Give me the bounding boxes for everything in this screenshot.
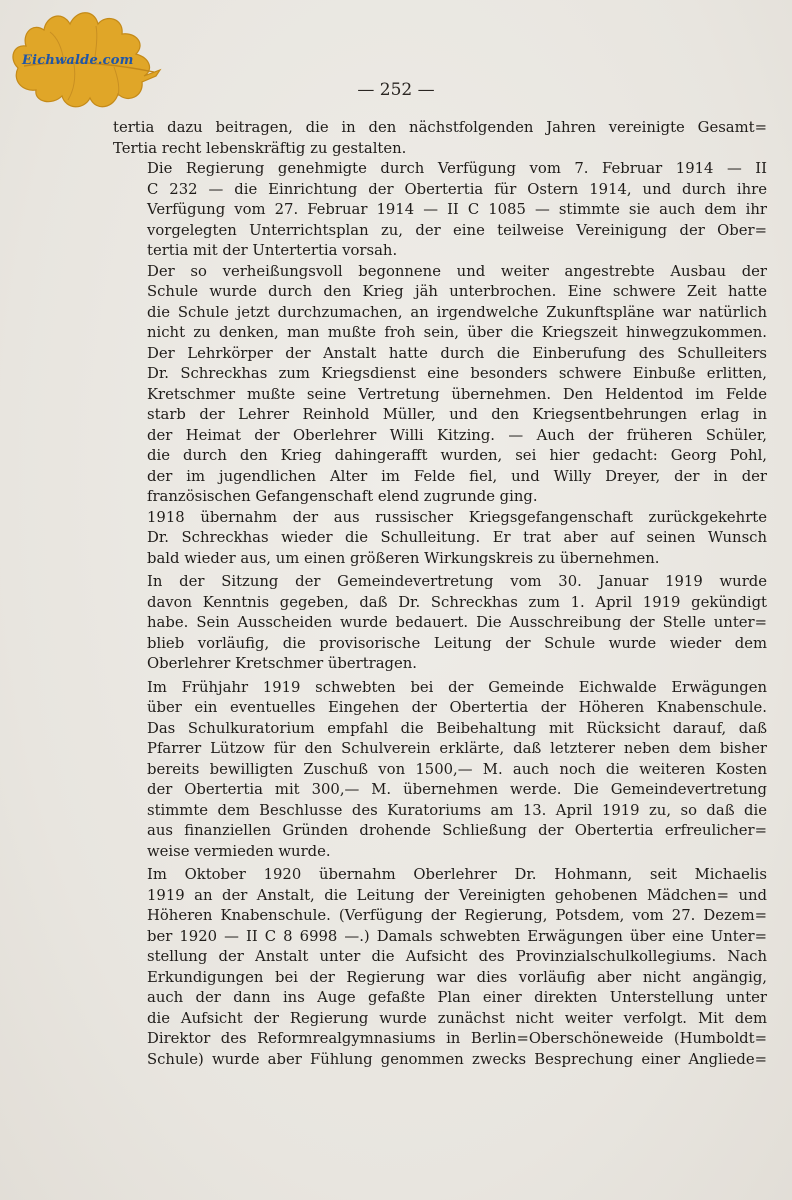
text-line: 1919 an der Anstalt, die Leitung der Vereinigten gehobenen Mädchen= und: [147, 886, 767, 904]
text-line: Schule wurde durch den Krieg jäh unterbrochen. Eine schwere Zeit hatte: [147, 283, 767, 300]
paragraph-5: [113, 572, 767, 675]
text-line: C 232 — die Einrichtung der Obertertia für Ostern 1914, und durch ihre: [147, 180, 767, 198]
text-line: vorgelegten Unterrichtsplan zu, der eine teilweise Vereinigung der Ober=: [147, 221, 767, 239]
paragraph-3: [113, 262, 767, 508]
paragraph-6: [113, 678, 767, 863]
text-line: Der so verheißungsvoll begonnene und weiter angestrebte Ausbau der: [147, 262, 767, 280]
text-line: tertia mit der Untertertia vorsah.: [147, 242, 398, 259]
text-line: Die Regierung genehmigte durch Verfügung vom 7. Februar 1914 — II: [147, 160, 767, 177]
text-line: Dr. Schreckhas wieder die Schulleitung. Er trat aber auf seinen Wunsch: [147, 529, 767, 546]
text-line: In der Sitzung der Gemeindevertretung vom 30. Januar 1919 wurde: [147, 573, 767, 590]
paragraph-2: [113, 159, 767, 262]
paragraph-7: [113, 865, 767, 1070]
text-line: stellung der Anstalt unter die Aufsicht des Provinzialschulkollegiums. Nach: [147, 948, 767, 965]
paragraph-4: [113, 508, 767, 570]
text-line: Der Lehrkörper der Anstalt hatte durch die Einberufung des Schulleiters: [147, 344, 767, 362]
text-line: Das Schulkuratorium empfahl die Beibehaltung mit Rücksicht darauf, daß: [147, 719, 767, 737]
text-line: Im Frühjahr 1919 schwebten bei der Gemeinde Eichwalde Erwägungen: [147, 678, 767, 696]
text-line: habe. Sein Ausscheiden wurde bedauert. Die Ausschreibung der Stelle unter=: [147, 614, 767, 631]
text-line: Schule) wurde aber Fühlung genommen zwecks Besprechung einer Angliede=: [147, 1050, 767, 1068]
text-line: Direktor des Reformrealgymnasiums in Berlin=Oberschöneweide (Humboldt=: [147, 1030, 767, 1047]
text-line: tertia dazu beitragen, die in den nächstfolgenden Jahren vereinigte Gesamt=: [113, 119, 767, 136]
text-line: Tertia recht lebenskräftig zu gestalten.: [113, 139, 407, 157]
text-line: der Heimat der Oberlehrer Willi Kitzing. — Auch der früheren Schüler,: [147, 426, 767, 444]
text-line: bald wieder aus, um einen größeren Wirkungskreis zu übernehmen.: [147, 549, 660, 567]
text-line: auch der dann ins Auge gefaßte Plan einer direkten Unterstellung unter: [147, 989, 767, 1006]
text-line: stimmte dem Beschlusse des Kuratoriums am 13. April 1919 zu, so daß die: [147, 801, 767, 819]
logo-text: Eichwalde.com: [22, 53, 134, 68]
text-line: Kretschmer mußte seine Vertretung übernehmen. Den Heldentod im Felde: [147, 385, 767, 403]
text-line: weise vermieden wurde.: [147, 842, 331, 860]
text-line: die Schule jetzt durchzumachen, an irgendwelche Zukunftspläne war natürlich: [147, 303, 767, 321]
text-line: nicht zu denken, man mußte froh sein, über die Kriegszeit hinwegzukommen.: [147, 324, 767, 341]
text-line: starb der Lehrer Reinhold Müller, und den Kriegsentbehrungen erlag in: [147, 406, 767, 423]
text-line: Oberlehrer Kretschmer übertragen.: [147, 655, 417, 672]
text-line: der im jugendlichen Alter im Felde fiel, und Willy Dreyer, der in der: [147, 467, 767, 485]
text-line: Verfügung vom 27. Februar 1914 — II C 1085 — stimmte sie auch dem ihr: [147, 201, 767, 218]
text-line: 1918 übernahm der aus russischer Kriegsgefangenschaft zurückgekehrte: [147, 508, 767, 526]
text-line: Erkundigungen bei der Regierung war dies vorläufig aber nicht angängig,: [147, 968, 767, 986]
page-number: — 252 —: [357, 80, 435, 100]
text-line: die Aufsicht der Regierung wurde zunächst nicht weiter verfolgt. Mit dem: [147, 1009, 767, 1027]
body-text: [113, 118, 767, 1070]
text-line: über ein eventuelles Eingehen der Obertertia der Höheren Knabenschule.: [147, 699, 767, 716]
text-line: ber 1920 — II C 8 6998 —.) Damals schwebten Erwägungen über eine Unter=: [147, 927, 767, 945]
text-line: die durch den Krieg dahingerafft wurden, sei hier gedacht: Georg Pohl,: [147, 447, 767, 464]
text-line: bereits bewilligten Zuschuß von 1500,— M. auch noch die weiteren Kosten: [147, 760, 767, 778]
text-line: Höheren Knabenschule. (Verfügung der Regierung, Potsdem, vom 27. Dezem=: [147, 907, 767, 924]
text-line: Im Oktober 1920 übernahm Oberlehrer Dr. Hohmann, seit Michaelis: [147, 866, 767, 883]
text-line: Dr. Schreckhas zum Kriegsdienst eine besonders schwere Einbuße erlitten,: [147, 365, 767, 382]
paragraph-1: [113, 118, 767, 159]
text-line: aus finanziellen Gründen drohende Schließung der Obertertia erfreulicher=: [147, 822, 767, 839]
text-line: der Obertertia mit 300,— M. übernehmen werde. Die Gemeindevertretung: [147, 781, 767, 798]
text-line: blieb vorläufig, die provisorische Leitung der Schule wurde wieder dem: [147, 634, 767, 652]
text-line: Pfarrer Lützow für den Schulverein erklärte, daß letzterer neben dem bisher: [147, 740, 767, 757]
text-line: davon Kenntnis gegeben, daß Dr. Schreckhas zum 1. April 1919 gekündigt: [147, 593, 767, 611]
text-line: französischen Gefangenschaft elend zugrunde ging.: [147, 488, 538, 505]
